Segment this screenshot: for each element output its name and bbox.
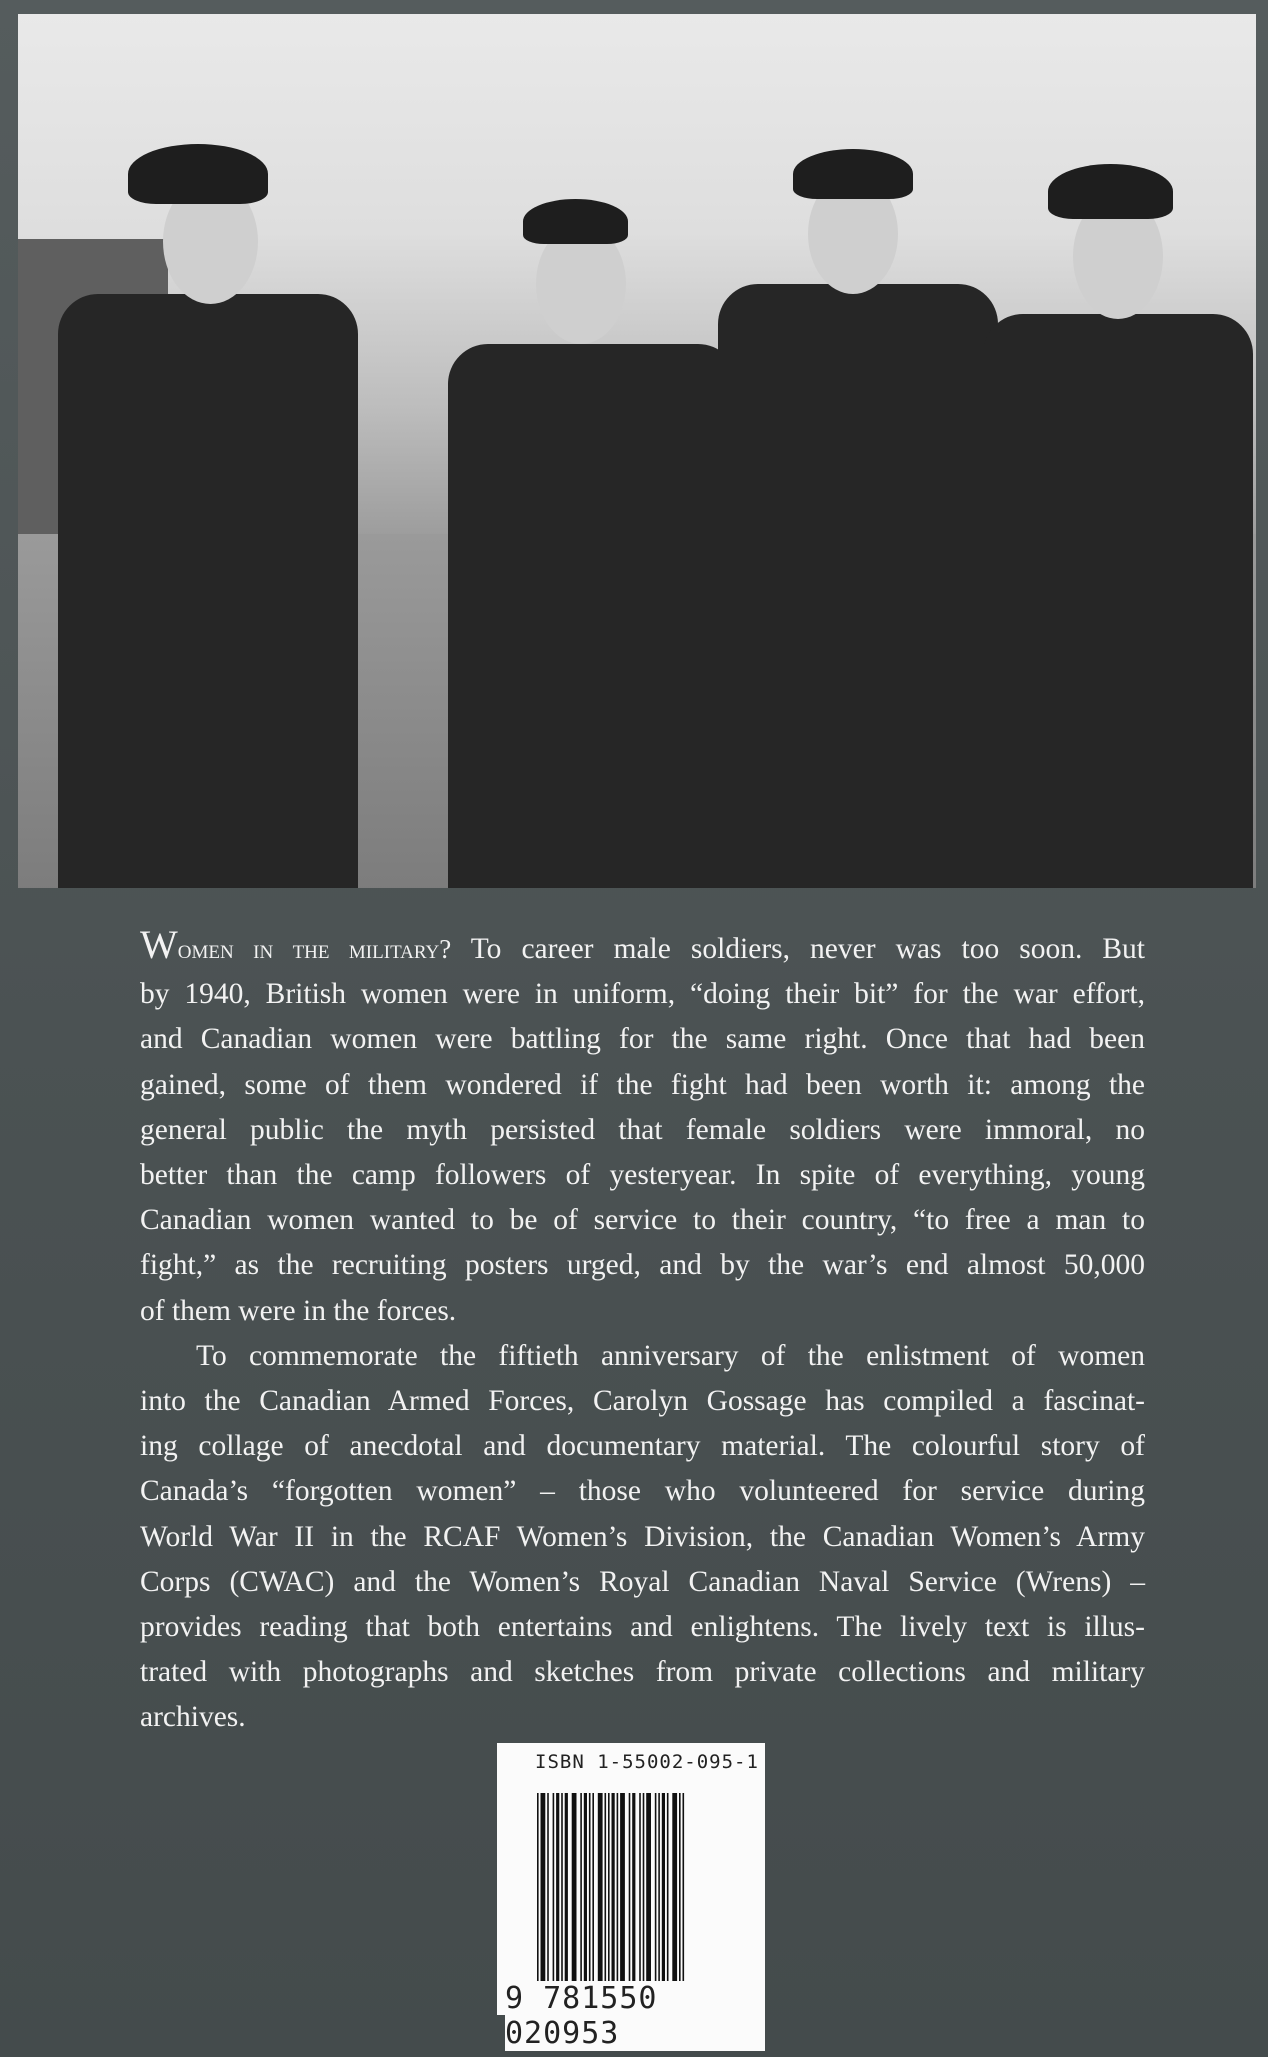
photo-cap-4 <box>1048 164 1173 219</box>
barcode-bar <box>580 1793 582 1989</box>
barcode-bar <box>537 1793 539 1989</box>
blurb-paragraph-1 <box>140 922 1145 1334</box>
photo-figure-1 <box>58 294 358 888</box>
barcode-bar <box>553 1793 555 1989</box>
photo-figure-2 <box>448 344 738 888</box>
barcode-bar <box>667 1793 669 1989</box>
small-caps-lead: omen in the military? <box>177 934 452 964</box>
blurb-line <box>140 922 1145 972</box>
photo-cap-3 <box>793 149 913 199</box>
barcode-bar <box>541 1793 546 1989</box>
isbn-barcode <box>497 1743 765 2051</box>
barcode-bar <box>632 1793 635 1989</box>
blurb-line: of them were in the forces. <box>140 1294 457 1327</box>
blurb-line: Canadian women wanted to be of service to their country, “to free a man to <box>140 1204 1145 1237</box>
blurb-line: ing collage of anecdotal and documentary material. The colourful story of <box>140 1430 1145 1463</box>
barcode-bar <box>639 1793 641 1989</box>
blurb-line: Canada’s “forgotten women” – those who volunteered for service during <box>140 1475 1145 1508</box>
blurb-line: archives. <box>140 1701 246 1734</box>
blurb-line: general public the myth persisted that female soldiers were immoral, no <box>140 1113 1145 1146</box>
blurb-line: provides reading that both entertains and enlightens. The lively text is illus- <box>140 1611 1145 1644</box>
photo-cap-2 <box>523 199 628 244</box>
barcode-digits: 9 781550 020953 <box>505 1981 765 2051</box>
blurb-line: trated with photographs and sketches from private collections and military <box>140 1656 1145 1689</box>
blurb-line: into the Canadian Armed Forces, Carolyn Gossage has compiled a fascinat- <box>140 1385 1145 1418</box>
barcode-bar <box>565 1793 568 1989</box>
blurb-line: by 1940, British women were in uniform, “doing their bit” for the war effort, <box>140 978 1145 1011</box>
photo-figure-3 <box>718 284 998 888</box>
barcode-bar <box>643 1793 645 1989</box>
barcode-bar <box>605 1793 607 1989</box>
blurb-line: gained, some of them wondered if the fight had been worth it: among the <box>140 1068 1145 1101</box>
barcode-bar <box>612 1793 615 1989</box>
barcode-bar <box>629 1793 631 1989</box>
barcode-bar <box>683 1793 685 1989</box>
barcode-bar <box>646 1793 651 1989</box>
photo-cap-1 <box>128 144 268 204</box>
barcode-bars <box>537 1793 757 1989</box>
blurb-line: fight,” as the recruiting posters urged, and by the war’s end almost 50,000 <box>140 1249 1145 1282</box>
blurb-text <box>140 922 1145 1741</box>
barcode-bar <box>589 1793 591 1989</box>
barcode-bar <box>547 1793 549 1989</box>
blurb-line-text: To career male soldiers, never was too soon. But <box>451 933 1146 965</box>
drop-cap: W <box>140 922 178 967</box>
barcode-bar <box>617 1793 619 1989</box>
barcode-bar <box>620 1793 625 1989</box>
barcode-bar <box>608 1793 610 1989</box>
cover-photo <box>18 14 1256 888</box>
barcode-bar <box>679 1793 681 1989</box>
barcode-bar <box>572 1793 577 1989</box>
barcode-bar <box>561 1793 563 1989</box>
photo-figure-4 <box>983 314 1253 888</box>
barcode-bar <box>672 1793 677 1989</box>
blurb-line: World War II in the RCAF Women’s Division, the Canadian Women’s Army <box>140 1520 1145 1553</box>
blurb-line: Corps (CWAC) and the Women’s Royal Canadian Naval Service (Wrens) – <box>140 1565 1145 1598</box>
barcode-bar <box>662 1793 665 1989</box>
barcode-bar <box>592 1793 594 1989</box>
barcode-bar <box>658 1793 660 1989</box>
barcode-bar <box>584 1793 587 1989</box>
isbn-label: ISBN 1-55002-095-1 <box>535 1751 759 1773</box>
blurb-line: To commemorate the fiftieth anniversary of the enlistment of women <box>196 1339 1145 1372</box>
blurb-paragraph-2 <box>140 1334 1145 1741</box>
barcode-bar <box>598 1793 603 1989</box>
barcode-bar <box>556 1793 559 1989</box>
blurb-line: better than the camp followers of yesteryear. In spite of everything, young <box>140 1159 1145 1192</box>
blurb-line: and Canadian women were battling for the same right. Once that had been <box>140 1023 1145 1056</box>
barcode-bar <box>655 1793 657 1989</box>
